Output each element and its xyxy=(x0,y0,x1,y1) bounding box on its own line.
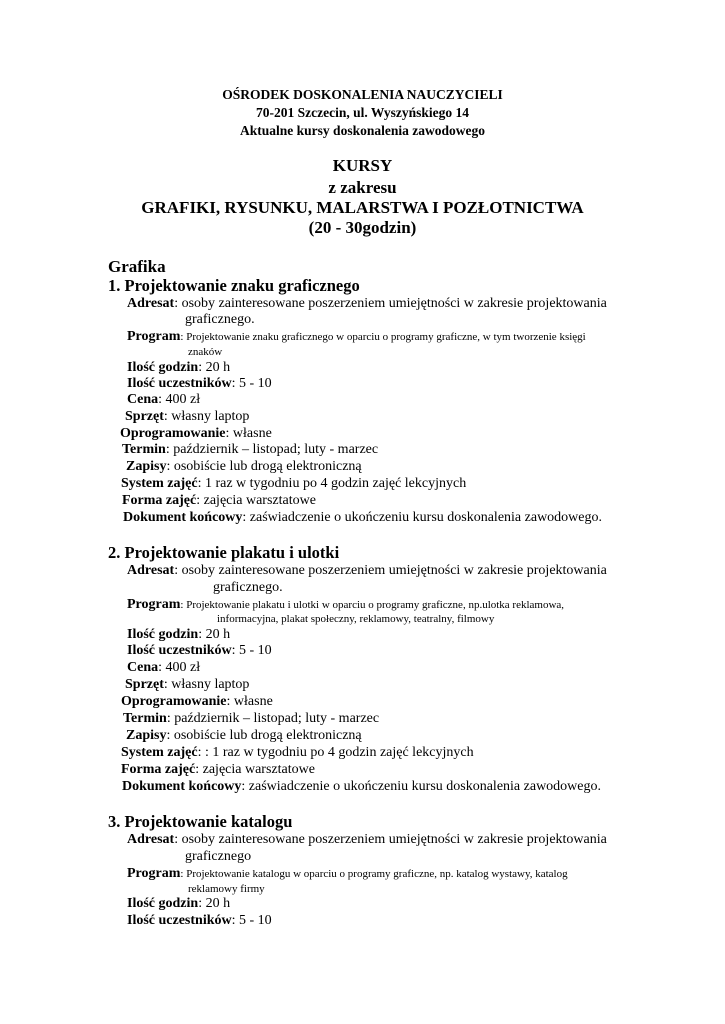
course-title: 2. Projektowanie plakatu i ulotki xyxy=(108,543,340,562)
course-hours: Ilość godzin: 20 h xyxy=(127,360,231,375)
course-title: 1. Projektowanie znaku graficznego xyxy=(108,276,360,295)
course-term: Termin: październik – listopad; luty - marzec xyxy=(123,711,380,726)
course-adresat-cont: graficznego. xyxy=(185,312,255,327)
course-program-cont: reklamowy firmy xyxy=(188,883,265,895)
course-system: System zajęć: 1 raz w tygodniu po 4 godzin zajęć lekcyjnych xyxy=(121,476,467,491)
institution-name: OŚRODEK DOSKONALENIA NAUCZYCIELI xyxy=(222,87,503,102)
document-subtitle: Aktualne kursy doskonalenia zawodowego xyxy=(240,123,485,138)
course-enrollment: Zapisy: osobiście lub drogą elektroniczną xyxy=(126,459,362,474)
course-adresat: Adresat: osoby zainteresowane poszerzeniem umiejętności w zakresie projektowania xyxy=(127,296,607,311)
course-participants: Ilość uczestników: 5 - 10 xyxy=(127,376,272,391)
course-title: 3. Projektowanie katalogu xyxy=(108,812,293,831)
title-hours: (20 - 30godzin) xyxy=(308,218,417,237)
course-equipment: Sprzęt: własny laptop xyxy=(125,409,250,424)
course-adresat: Adresat: osoby zainteresowane poszerzeniem umiejętności w zakresie projektowania xyxy=(127,832,607,847)
course-software: Oprogramowanie: własne xyxy=(121,694,273,709)
course-program: Program: Projektowanie znaku graficznego w oparciu o programy graficzne, w tym tworzenie księgi xyxy=(127,329,586,344)
institution-address: 70-201 Szczecin, ul. Wyszyńskiego 14 xyxy=(256,105,469,120)
title-subjects: GRAFIKI, RYSUNKU, MALARSTWA I POZŁOTNICTWA xyxy=(141,198,584,217)
course-adresat: Adresat: osoby zainteresowane poszerzeniem umiejętności w zakresie projektowania xyxy=(127,563,607,578)
course-term: Termin: październik – listopad; luty - marzec xyxy=(122,442,379,457)
title-scope: z zakresu xyxy=(328,178,397,197)
course-form: Forma zajęć: zajęcia warsztatowe xyxy=(121,762,315,777)
course-hours: Ilość godzin: 20 h xyxy=(127,627,231,642)
course-enrollment: Zapisy: osobiście lub drogą elektroniczną xyxy=(126,728,362,743)
course-software: Oprogramowanie: własne xyxy=(120,426,272,441)
course-participants: Ilość uczestników: 5 - 10 xyxy=(127,643,272,658)
course-program: Program: Projektowanie plakatu i ulotki w oparciu o programy graficzne, np.ulotka reklamowa, xyxy=(127,597,565,612)
course-program: Program: Projektowanie katalogu w oparciu o programy graficzne, np. katalog wystawy, katalog xyxy=(127,866,568,881)
page-title: KURSY xyxy=(332,156,393,175)
course-equipment: Sprzęt: własny laptop xyxy=(125,677,250,692)
course-certificate: Dokument końcowy: zaświadczenie o ukończeniu kursu doskonalenia zawodowego. xyxy=(123,510,603,525)
course-program-cont: informacyjna, plakat społeczny, reklamowy, teatralny, filmowy xyxy=(217,613,495,625)
course-certificate: Dokument końcowy: zaświadczenie o ukończeniu kursu doskonalenia zawodowego. xyxy=(122,779,602,794)
course-participants: Ilość uczestników: 5 - 10 xyxy=(127,913,272,928)
course-system: System zajęć: : 1 raz w tygodniu po 4 godzin zajęć lekcyjnych xyxy=(121,745,474,760)
section-heading: Grafika xyxy=(108,257,166,276)
course-hours: Ilość godzin: 20 h xyxy=(127,896,231,911)
course-adresat-cont: graficznego xyxy=(185,849,252,864)
course-adresat-cont: graficznego. xyxy=(213,580,283,595)
course-program-cont: znaków xyxy=(188,346,223,358)
course-form: Forma zajęć: zajęcia warsztatowe xyxy=(122,493,316,508)
course-price: Cena: 400 zł xyxy=(127,392,201,407)
course-price: Cena: 400 zł xyxy=(127,660,201,675)
